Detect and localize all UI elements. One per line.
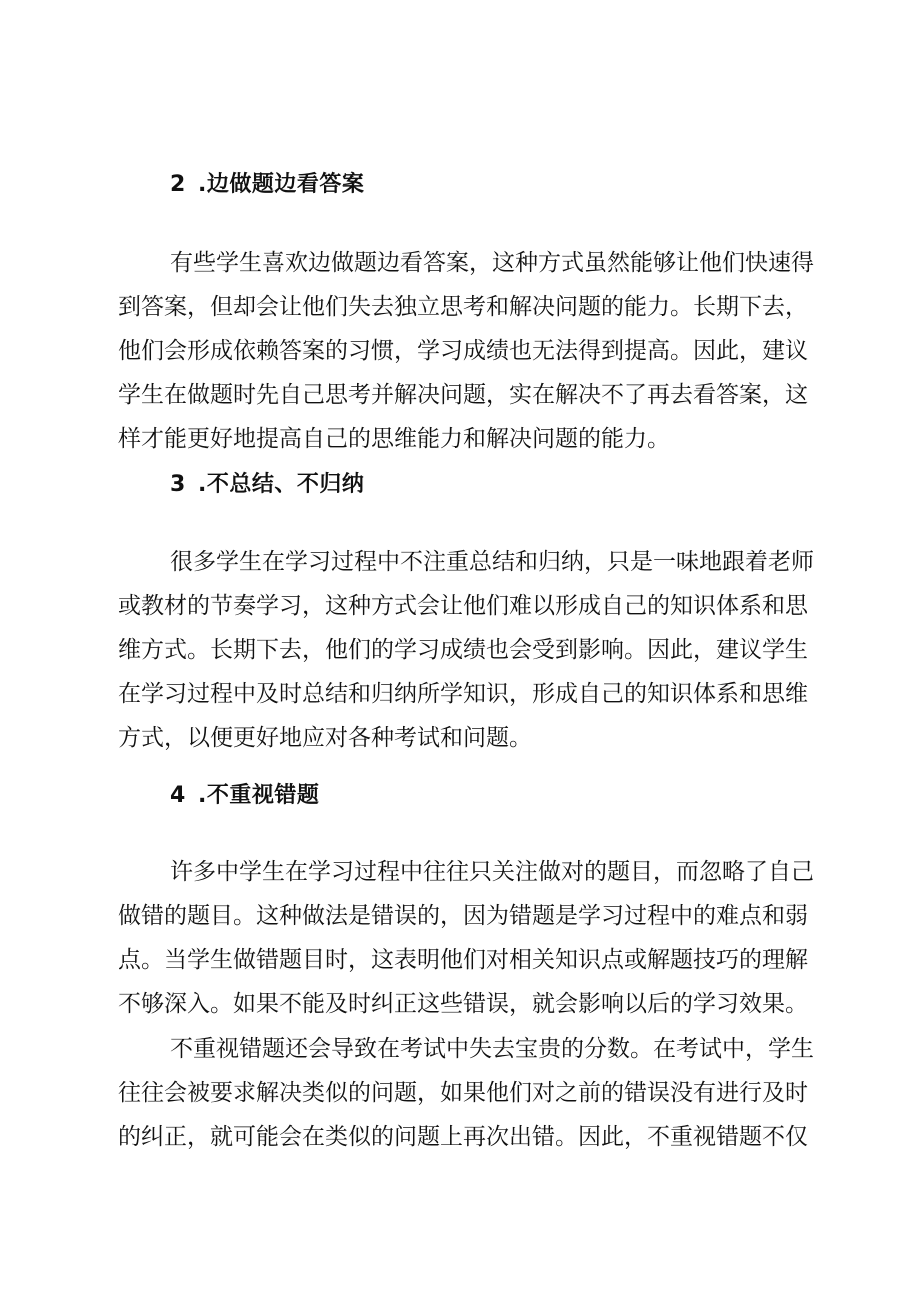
text-line: 做错的题目。这种做法是错误的，因为错题是学习过程中的难点和弱 (118, 903, 808, 929)
section-number: 4 (170, 783, 186, 808)
section-heading (170, 470, 364, 500)
text-line: 往往会被要求解决类似的问题，如果他们对之前的错误没有进行及时 (118, 1080, 808, 1106)
paragraph (118, 241, 822, 461)
section-title: .不重视错题 (198, 783, 320, 808)
text-line: 或教材的节奏学习，这种方式会让他们难以形成自己的知识体系和思 (118, 593, 808, 619)
section-heading (170, 170, 364, 200)
text-line: 不重视错题还会导致在考试中失去宝贵的分数。在考试中，学生 (170, 1036, 814, 1062)
section-number: 3 (170, 472, 186, 497)
text-line: 很多学生在学习过程中不注重总结和归纳，只是一味地跟着老师 (170, 549, 814, 575)
section-title: .不总结、不归纳 (198, 472, 365, 497)
text-line: 维方式。长期下去，他们的学习成绩也会受到影响。因此，建议学生 (118, 637, 808, 663)
text-line: 他们会形成依赖答案的习惯，学习成绩也无法得到提高。因此，建议 (118, 338, 808, 364)
text-line: 许多中学生在学习过程中往往只关注做对的题目，而忽略了自己 (170, 859, 814, 885)
text-line: 在学习过程中及时总结和归纳所学知识，形成自己的知识体系和思维 (118, 681, 808, 707)
text-line: 样才能更好地提高自己的思维能力和解决问题的能力。 (118, 426, 670, 452)
text-line: 到答案，但却会让他们失去独立思考和解决问题的能力。长期下去， (118, 294, 808, 320)
text-line: 的纠正，就可能会在类似的问题上再次出错。因此，不重视错题不仅 (118, 1124, 808, 1150)
text-line: 学生在做题时先自己思考并解决问题，实在解决不了再去看答案，这 (118, 382, 808, 408)
paragraph (118, 1027, 822, 1159)
text-line: 点。当学生做错题目时，这表明他们对相关知识点或解题技巧的理解 (118, 947, 808, 973)
text-line: 不够深入。如果不能及时纠正这些错误，就会影响以后的学习效果。 (118, 991, 808, 1017)
paragraph (118, 850, 822, 1026)
section-heading (170, 781, 319, 811)
section-number: 2 (170, 172, 186, 197)
paragraph (118, 540, 822, 760)
section-title: .边做题边看答案 (198, 172, 365, 197)
text-line: 有些学生喜欢边做题边看答案，这种方式虽然能够让他们快速得 (170, 250, 814, 276)
text-line: 方式，以便更好地应对各种考试和问题。 (118, 725, 532, 751)
